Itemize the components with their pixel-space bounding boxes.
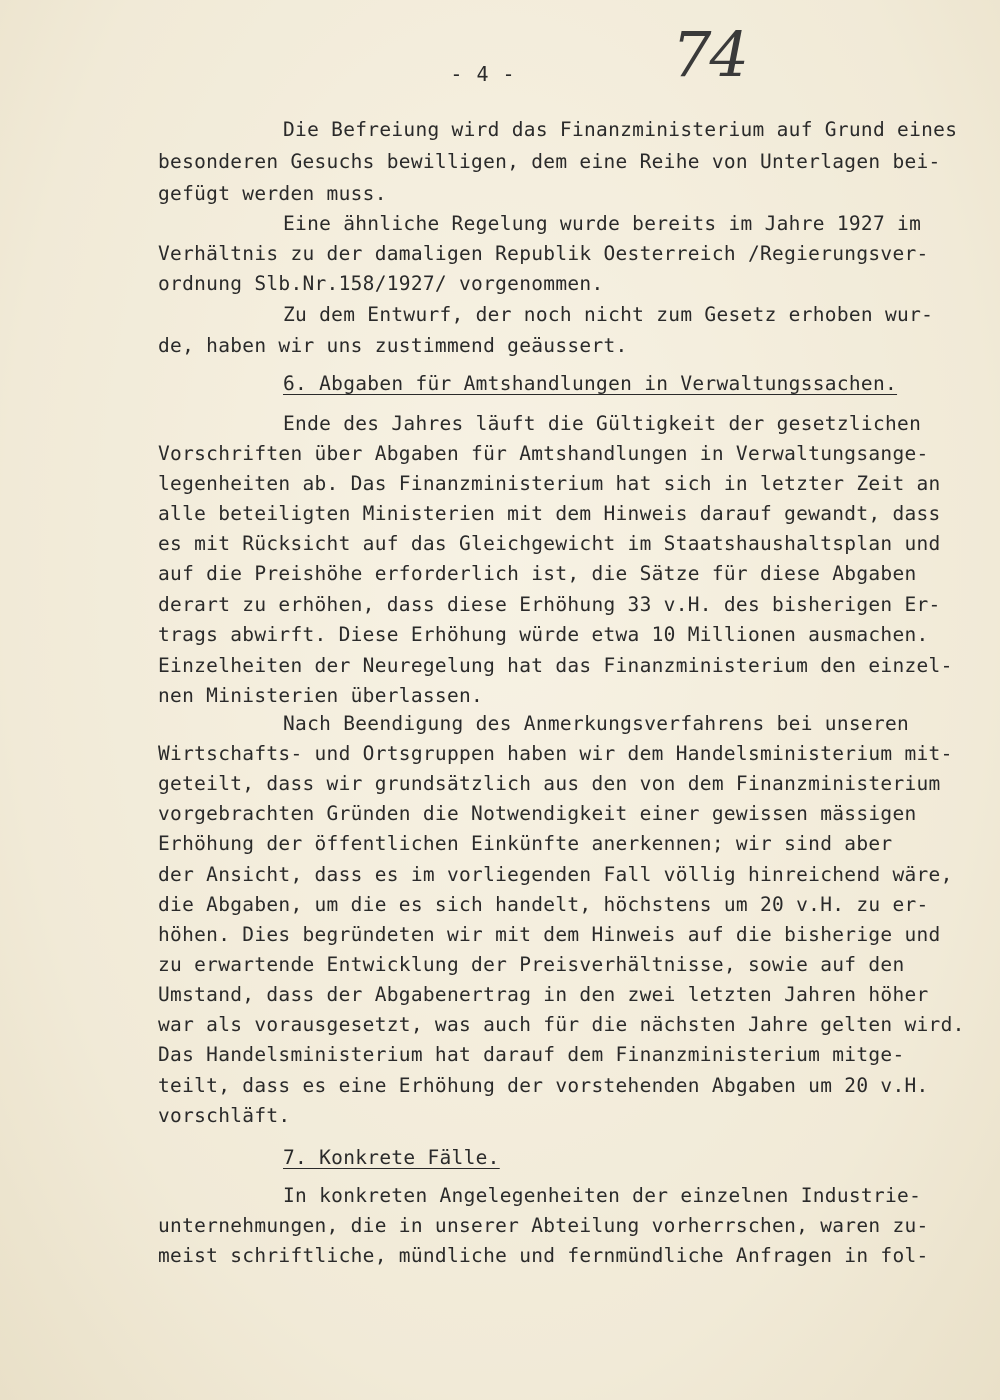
text-line: ordnung Slb.Nr.158/1927/ vorgenommen.: [158, 272, 604, 295]
section-number: 6. Abgaben für Amtshandlungen in Verwaltungssachen.: [283, 372, 898, 395]
text-line: Verhältnis zu der damaligen Republik Oesterreich /Regierungsver-: [158, 242, 929, 265]
text-line: vorgebrachten Gründen die Notwendigkeit einer gewissen mässigen: [158, 802, 917, 825]
text-line: war als vorausgesetzt, was auch für die nächsten Jahre gelten wird.: [158, 1013, 965, 1036]
text-line: In konkreten Angelegenheiten der einzelnen Industrie-: [283, 1184, 922, 1207]
text-line: Das Handelsministerium hat darauf dem Finanzministerium mitge-: [158, 1043, 905, 1066]
text-line: meist schriftliche, mündliche und fernmündliche Anfragen in fol-: [158, 1244, 929, 1267]
section-heading-6: [283, 372, 1000, 395]
text-line: legenheiten ab. Das Finanzministerium hat sich in letzter Zeit an: [158, 472, 941, 495]
text-line: unternehmungen, die in unserer Abteilung vorherrschen, waren zu-: [158, 1214, 929, 1237]
text-line: Umstand, dass der Abgabenertrag in den zwei letzten Jahren höher: [158, 983, 929, 1006]
handwritten-page-number: 74: [672, 18, 747, 91]
text-line: trags abwirft. Diese Erhöhung würde etwa 10 Millionen ausmachen.: [158, 623, 929, 646]
section-number: 7. Konkrete Fälle.: [283, 1146, 500, 1169]
text-line: Nach Beendigung des Anmerkungsverfahrens bei unseren: [283, 712, 910, 735]
text-line: Zu dem Entwurf, der noch nicht zum Gesetz erhoben wur-: [283, 303, 934, 326]
text-line: besonderen Gesuchs bewilligen, dem eine Reihe von Unterlagen bei-: [158, 150, 941, 173]
text-line: geteilt, dass wir grundsätzlich aus den von dem Finanzministerium: [158, 772, 941, 795]
text-line: Vorschriften über Abgaben für Amtshandlungen in Verwaltungsange-: [158, 442, 929, 465]
text-line: Einzelheiten der Neuregelung hat das Finanzministerium den einzel-: [158, 654, 953, 677]
text-line: Eine ähnliche Regelung wurde bereits im Jahre 1927 im: [283, 212, 922, 235]
section-heading-7: [283, 1146, 1000, 1169]
text-line: Erhöhung der öffentlichen Einkünfte anerkennen; wir sind aber: [158, 832, 893, 855]
text-line: Die Befreiung wird das Finanzministerium auf Grund eines: [283, 118, 958, 141]
text-line: Wirtschafts- und Ortsgruppen haben wir dem Handelsministerium mit-: [158, 742, 953, 765]
text-line: teilt, dass es eine Erhöhung der vorstehenden Abgaben um 20 v.H.: [158, 1074, 929, 1097]
text-line: zu erwartende Entwicklung der Preisverhältnisse, sowie auf den: [158, 953, 905, 976]
text-line: derart zu erhöhen, dass diese Erhöhung 33 v.H. des bisherigen Er-: [158, 593, 941, 616]
text-line: de, haben wir uns zustimmend geäussert.: [158, 334, 628, 357]
text-line: Ende des Jahres läuft die Gültigkeit der gesetzlichen: [283, 412, 922, 435]
text-line: vorschläft.: [158, 1104, 291, 1127]
text-line: nen Ministerien überlassen.: [158, 684, 484, 707]
text-line: höhen. Dies begründeten wir mit dem Hinweis auf die bisherige und: [158, 923, 941, 946]
text-line: es mit Rücksicht auf das Gleichgewicht im Staatshaushaltsplan und: [158, 532, 941, 555]
text-line: die Abgaben, um die es sich handelt, höchstens um 20 v.H. zu er-: [158, 893, 929, 916]
text-line: der Ansicht, dass es im vorliegenden Fall völlig hinreichend wäre,: [158, 863, 953, 886]
text-line: gefügt werden muss.: [158, 182, 387, 205]
text-line: auf die Preishöhe erforderlich ist, die Sätze für diese Abgaben: [158, 562, 917, 585]
text-line: alle beteiligten Ministerien mit dem Hinweis darauf gewandt, dass: [158, 502, 941, 525]
page-number: - 4 -: [450, 62, 516, 86]
